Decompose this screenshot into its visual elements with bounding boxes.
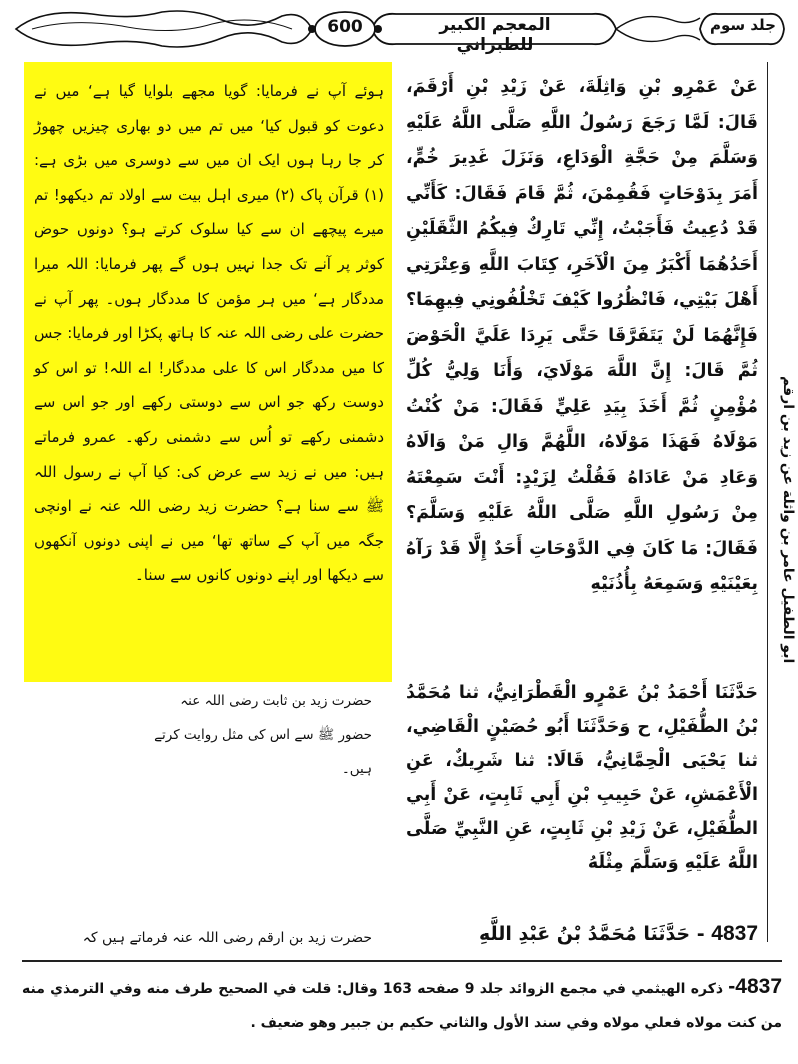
urdu-translation: ہوئے آپ نے فرمایا: گویا مجھے بلوایا گیا ہے‘ میں نے دعوت کو قبول کیا‘ میں تم میں دو بھاری چیزیں چھوڑ کر جا رہا ہوں ایک ان میں سے دوسری میں بڑی ہے: (۱) قرآن پاک (۲) میری اہل بیت سے اولاد تم دیکھو! تم میرے پیچھے ان سے کیا سلوک کرتے ہو؟ دونوں حوض کوثر پر آنے تک جدا نہیں ہوں گے پھر فرمایا: اللہ میرا مددگار ہے‘ میں ہر مؤمن کا مددگار ہوں۔ پھر آپ نے حضرت علی رضی اللہ عنہ کا ہاتھ پکڑا اور فرمایا: جس کا میں مددگار اس کا علی مددگار! اے اللہ! تو اس کو دوست رکھ جو اس سے دوستی رکھے اور جو اس سے دشمنی رکھے تو اُس سے دشمنی رکھ۔ عمرو فرماتے ہیں: میں نے زید سے عرض کی: کیا آپ نے رسول اللہ ﷺ سے سنا ہے؟ حضرت زید رضی اللہ عنہ نے اونچی جگہ میں آپ کے ساتھ تھا‘ میں نے اپنی دونوں آنکھوں سے دیکھا اور اپنے دونوں کانوں سے سنا۔ xyxy=(34,82,384,585)
arabic-hadith-text: عَنْ عَمْرِو بْنِ وَاثِلَةَ، عَنْ زَيْدِ بْنِ أَرْقَمَ، قَالَ: لَمَّا رَجَعَ رَسُولُ اللَّهِ صَلَّى اللَّهُ عَلَيْهِ وَسَلَّمَ مِنْ حَجَّةِ الْوَدَاعِ، وَنَزَلَ غَدِيرَ خُمٍّ، أَمَرَ بِدَوْحَاتٍ فَقُمِمْنَ، ثُمَّ قَامَ فَقَالَ: كَأَنِّي قَدْ دُعِيتُ فَأَجَبْتُ، إِنِّي تَارِكٌ فِيكُمُ الثَّقَلَيْنِ أَحَدُهُمَا أَكْبَرُ مِنَ الْآخَرِ، كِتَابَ اللَّهِ وَعِتْرَتِي أَهْلَ بَيْتِي، فَانْظُرُوا كَيْفَ تَخْلُفُونِي فِيهِمَا؟ فَإِنَّهُمَا لَنْ يَتَفَرَّقَا حَتَّى يَرِدَا عَلَيَّ الْحَوْضَ ثُمَّ قَالَ: إِنَّ اللَّهَ مَوْلَايَ، وَأَنَا وَلِيُّ كُلِّ مُؤْمِنٍ ثُمَّ أَخَذَ بِيَدِ عَلِيٍّ فَقَالَ: مَنْ كُنْتُ مَوْلَاهُ فَهَذَا مَوْلَاهُ، اللَّهُمَّ وَالِ مَنْ وَالَاهُ وَعَادِ مَنْ عَادَاهُ فَقُلْتُ لِزَيْدٍ: أَنْتَ سَمِعْتَهُ مِنْ رَسُولِ اللَّهِ صَلَّى اللَّهُ عَلَيْهِ وَسَلَّمَ؟ فَقَالَ: مَا كَانَ فِي الدَّوْحَاتِ أَحَدٌ إِلَّا قَدْ رَآهُ بِعَيْنَيْهِ وَسَمِعَهُ بِأُذُنَيْهِ xyxy=(406,77,758,594)
footnote-text: ذكره الهيثمي في مجمع الزوائد جلد 9 صفحه 163 وقال: قلت في الصحيح طرف منه وفي الترمذي منه من كنت مولاه فعلي مولاه وفي سند الأول والثاني حكيم بن جبير وهو ضعيف . xyxy=(22,981,782,1031)
urdu-third-translation: حضرت زید بن ارقم رضی اللہ عنہ فرماتے ہیں کہ xyxy=(82,930,372,946)
page-number: 600 xyxy=(327,17,363,37)
side-divider xyxy=(767,62,768,942)
footnote-divider xyxy=(22,960,782,962)
next-hadith-text: حَدَّثَنَا مُحَمَّدُ بْنُ عَبْدِ اللَّهِ xyxy=(478,923,691,945)
hadith-number: 4837 xyxy=(711,922,758,945)
header-ornament xyxy=(12,6,786,52)
footnote-number: 4837- xyxy=(728,975,782,998)
urdu-second-translation: حضرت زید بن ثابت رضی اللہ عنہ حضور ﷺ سے اس کی مثل روایت کرتے ہیں۔ xyxy=(154,693,372,777)
footnote xyxy=(22,970,782,1040)
next-hadith-line: 4837 - حَدَّثَنَا مُحَمَّدُ بْنُ عَبْدِ اللَّهِ xyxy=(478,922,758,945)
volume-label: جلد سوم xyxy=(710,16,776,34)
side-chapter-label: ابو الطفیل عامر بن واثلة عن زید بن ارقم xyxy=(780,376,796,664)
arabic-isnad-text: حَدَّثَنَا أَحْمَدُ بْنُ عَمْرٍو الْقَطْرَانِيُّ، ثنا مُحَمَّدُ بْنُ الطُّفَيْلِ، ح وَحَدَّثَنَا أَبُو حُصَيْنٍ الْقَاضِي، ثنا يَحْيَى الْحِمَّانِيُّ، قَالَا: ثنا شَرِيكٌ، عَنِ الْأَعْمَشِ، عَنْ حَبِيبِ بْنِ أَبِي ثَابِتٍ، عَنْ أَبِي الطُّفَيْلِ، عَنْ زَيْدِ بْنِ ثَابِتٍ، عَنِ النَّبِيِّ صَلَّى اللَّهُ عَلَيْهِ وَسَلَّمَ مِثْلَهُ xyxy=(406,683,758,873)
page-header xyxy=(12,6,786,55)
book-title: المعجم الكبير للطبراني xyxy=(439,15,551,55)
